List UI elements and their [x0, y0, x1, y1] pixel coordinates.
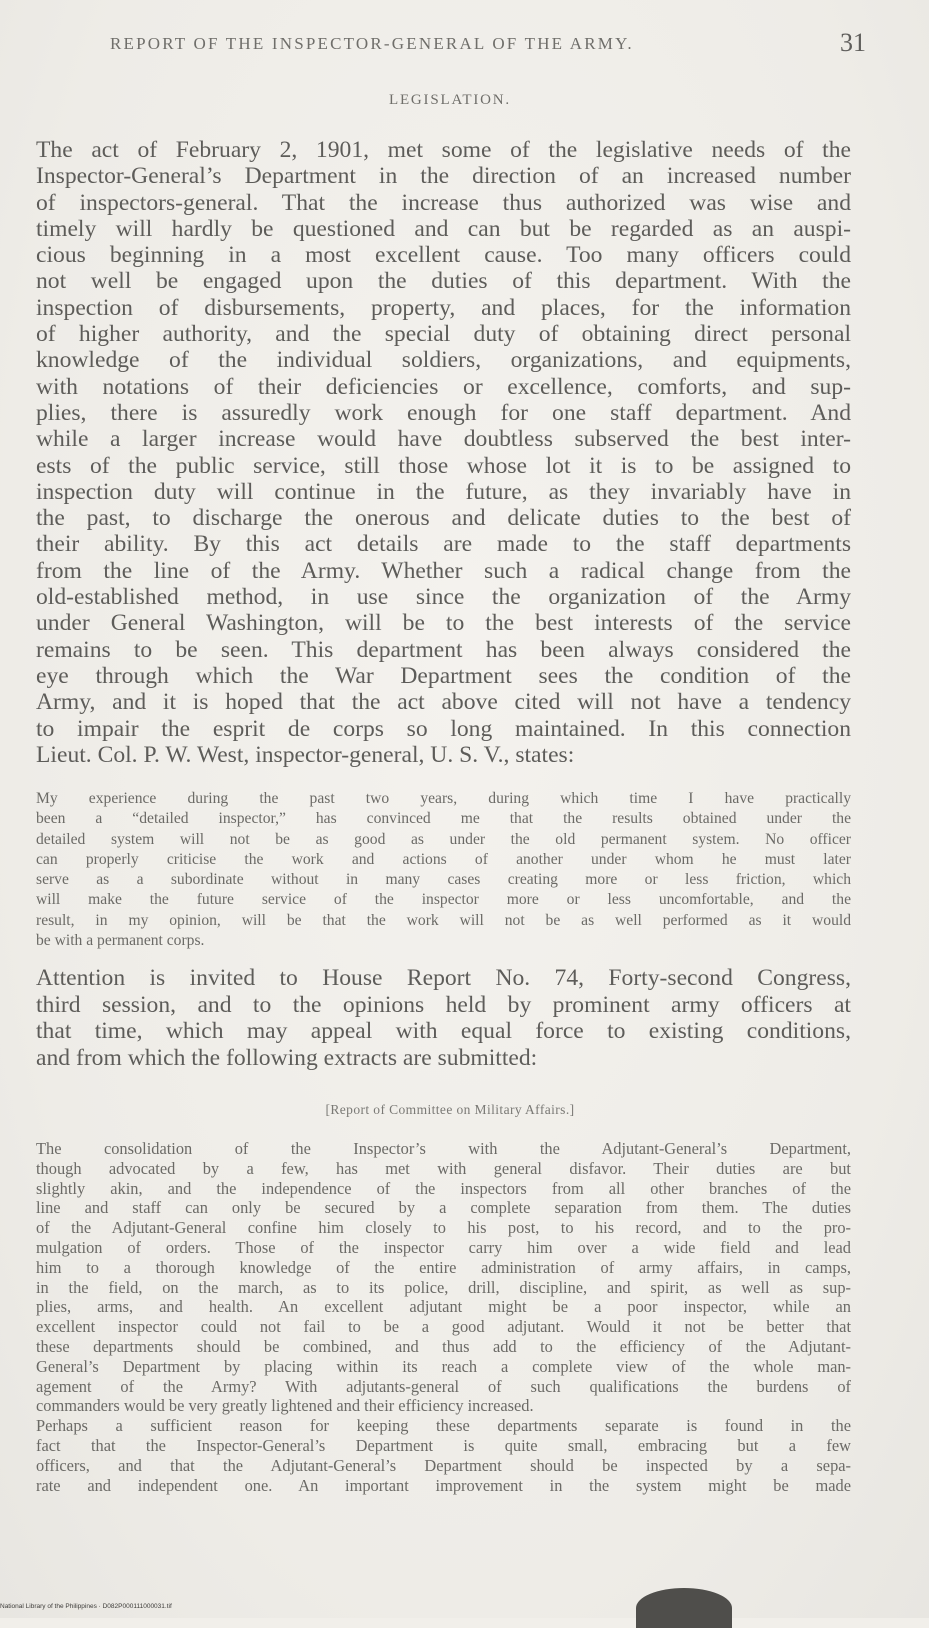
- text-line: under General Washington, will be to the best interests of the service: [36, 610, 851, 637]
- text-line: cious beginning in a most excellent cause. Too many officers could: [36, 242, 851, 269]
- text-line: third session, and to the opinions held by prominent army officers at: [36, 991, 851, 1018]
- quote-line: him to a thorough knowledge of the entire administration of army affairs, in camps,: [36, 1257, 851, 1277]
- quote-line: fact that the Inspector-General’s Department is quite small, embracing but a few: [36, 1435, 851, 1455]
- section-title: LEGISLATION.: [388, 92, 511, 108]
- text-line: knowledge of the individual soldiers, organizations, and equipments,: [36, 347, 851, 374]
- text-line: with notations of their deficiencies or excellence, comforts, and sup-: [36, 373, 851, 400]
- quote-line: excellent inspector could not fail to be a good adjutant. Would it not be better that: [36, 1317, 851, 1337]
- quote-line: result, in my opinion, will be that the work will not be as well performed as it would: [36, 911, 851, 929]
- quote-line: rate and independent one. An important improvement in the system might be made: [36, 1475, 851, 1495]
- quote-west: [36, 789, 851, 951]
- text-line: to impair the esprit de corps so long maintained. In this connection: [36, 715, 851, 742]
- text-line: of higher authority, and the special duty of obtaining direct personal: [36, 321, 851, 348]
- text-line: not well be engaged upon the duties of this department. With the: [36, 268, 851, 295]
- text-line: inspection of disbursements, property, and places, for the information: [36, 294, 851, 321]
- page-edge-shadow: [636, 1588, 732, 1628]
- quote-line: can properly criticise the work and actions of another under whom he must later: [36, 850, 851, 868]
- text-line: The act of February 2, 1901, met some of the legislative needs of the: [36, 137, 851, 163]
- text-line: Army, and it is hoped that the act above cited will not have a tendency: [36, 689, 851, 716]
- quote-line: detailed system will not be as good as under the old permanent system. No officer: [36, 830, 851, 848]
- text-line: Lieut. Col. P. W. West, inspector-general, U. S. V., states:: [36, 741, 575, 768]
- text-line: timely will hardly be questioned and can but be regarded as an auspi-: [36, 215, 851, 242]
- quote-line: officers, and that the Adjutant-General’s Department should be inspected by a sepa-: [36, 1455, 851, 1475]
- paragraph-attention: [36, 965, 851, 1071]
- quote-line: of the Adjutant-General confine him closely to his post, to his record, and to the pro-: [36, 1218, 851, 1238]
- text-line: and from which the following extracts are submitted:: [36, 1044, 538, 1071]
- quote-line: be with a permanent corps.: [36, 932, 205, 950]
- text-line: that time, which may appeal with equal force to existing conditions,: [36, 1018, 851, 1045]
- quote-line: will make the future service of the inspector more or less uncomfortable, and the: [36, 891, 851, 909]
- text-line: Attention is invited to House Report No. 74, Forty-second Congress,: [36, 965, 851, 991]
- text-line: the past, to discharge the onerous and delicate duties to the best of: [36, 505, 851, 532]
- text-line: remains to be seen. This department has been always considered the: [36, 636, 851, 663]
- text-line: inspection duty will continue in the future, as they invariably have in: [36, 478, 851, 505]
- quote-line: these departments should be combined, and thus add to the efficiency of the Adjutant-: [36, 1336, 851, 1356]
- running-head: REPORT OF THE INSPECTOR-GENERAL OF THE ARMY.: [110, 34, 634, 53]
- text-line: from the line of the Army. Whether such a radical change from the: [36, 557, 851, 584]
- quote-line: Perhaps a sufficient reason for keeping these departments separate is found in the: [36, 1416, 851, 1436]
- text-line: old-established method, in use since the organization of the Army: [36, 584, 851, 611]
- quote-line: plies, arms, and health. An excellent adjutant might be a poor inspector, while an: [36, 1297, 851, 1317]
- paragraph-legislation: [36, 137, 851, 768]
- quote-line: commanders would be very greatly lightened and their efficiency increased.: [36, 1396, 534, 1416]
- quote-line: agement of the Army? With adjutants-general of such qualifications the burdens of: [36, 1376, 851, 1396]
- quote-line: My experience during the past two years, during which time I have practically: [36, 790, 851, 807]
- quote-line: in the field, on the march, as to its police, drill, discipline, and spirit, as well as sup-: [36, 1277, 851, 1297]
- scan-footer-id: National Library of the Philippines · D082P000111000031.tif: [0, 1603, 172, 1610]
- text-line: of inspectors-general. That the increase thus authorized was wise and: [36, 189, 851, 216]
- quote-line: General’s Department by placing within its reach a complete view of the whole man-: [36, 1356, 851, 1376]
- page-number: 31: [840, 28, 866, 57]
- quote-line: line and staff can only be secured by a complete separation from them. The duties: [36, 1198, 851, 1218]
- text-line: ests of the public service, still those whose lot it is to be assigned to: [36, 452, 851, 479]
- text-line: while a larger increase would have doubtless subserved the best inter-: [36, 426, 851, 453]
- quote-line: The consolidation of the Inspector’s with the Adjutant-General’s Department,: [36, 1139, 851, 1158]
- quote-line: been a “detailed inspector,” has convinced me that the results obtained under the: [36, 810, 851, 828]
- report-extract: [36, 1139, 851, 1495]
- text-line: eye through which the War Department sees the condition of the: [36, 662, 851, 689]
- quote-line: though advocated by a few, has met with general disfavor. Their duties are but: [36, 1158, 851, 1178]
- quote-line: mulgation of orders. Those of the inspector carry him over a wide field and lead: [36, 1237, 851, 1257]
- text-line: plies, there is assuredly work enough for one staff department. And: [36, 399, 851, 426]
- report-caption: [Report of Committee on Military Affairs.]: [325, 1102, 575, 1117]
- quote-line: serve as a subordinate without in many cases creating more or less friction, which: [36, 871, 851, 889]
- text-line: Inspector-General’s Department in the direction of an increased number: [36, 163, 851, 190]
- quote-line: slightly akin, and the independence of the inspectors from all other branches of the: [36, 1178, 851, 1198]
- text-line: their ability. By this act details are made to the staff departments: [36, 531, 851, 558]
